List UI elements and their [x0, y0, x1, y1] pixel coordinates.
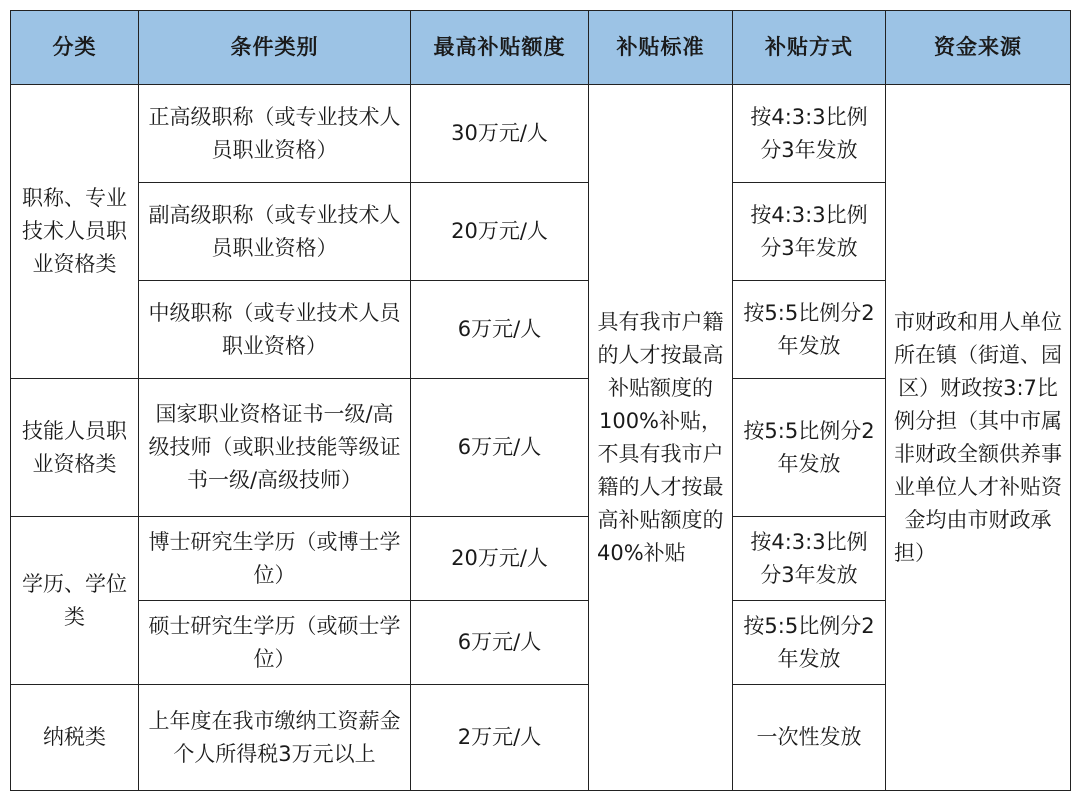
method-cell: 按4:3:3比例分3年发放: [733, 183, 886, 281]
condition-cell: 国家职业资格证书一级/高级技师（或职业技能等级证书一级/高级技师）: [139, 379, 411, 517]
header-row: [11, 11, 1071, 85]
method-cell: 按5:5比例分2年发放: [733, 379, 886, 517]
amount-cell: 20万元/人: [411, 517, 589, 601]
condition-cell: 正高级职称（或专业技术人员职业资格）: [139, 85, 411, 183]
method-cell: 一次性发放: [733, 685, 886, 791]
header-standard: 补贴标准: [589, 11, 733, 85]
header-condition: 条件类别: [139, 11, 411, 85]
amount-cell: 6万元/人: [411, 281, 589, 379]
amount-cell: 2万元/人: [411, 685, 589, 791]
amount-cell: 6万元/人: [411, 601, 589, 685]
method-cell: 按4:3:3比例分3年发放: [733, 85, 886, 183]
group-title-category: 职称、专业技术人员职业资格类: [11, 85, 139, 379]
condition-cell: 博士研究生学历（或博士学位）: [139, 517, 411, 601]
header-fund-source: 资金来源: [886, 11, 1071, 85]
amount-cell: 20万元/人: [411, 183, 589, 281]
amount-cell: 30万元/人: [411, 85, 589, 183]
group-tax-category: 纳税类: [11, 685, 139, 791]
group-education-category: 学历、学位类: [11, 517, 139, 685]
method-cell: 按4:3:3比例分3年发放: [733, 517, 886, 601]
condition-cell: 硕士研究生学历（或硕士学位）: [139, 601, 411, 685]
subsidy-table: [10, 10, 1071, 791]
fund-source-cell: 市财政和用人单位所在镇（街道、园区）财政按3:7比例分担（其中市属非财政全额供养事业单位人才补贴资金均由市财政承担）: [886, 85, 1071, 791]
condition-cell: 副高级职称（或专业技术人员职业资格）: [139, 183, 411, 281]
amount-cell: 6万元/人: [411, 379, 589, 517]
header-max-subsidy: 最高补贴额度: [411, 11, 589, 85]
table-row: [11, 85, 1071, 183]
condition-cell: 上年度在我市缴纳工资薪金个人所得税3万元以上: [139, 685, 411, 791]
group-skill-category: 技能人员职业资格类: [11, 379, 139, 517]
subsidy-standard-cell: 具有我市户籍的人才按最高补贴额度的100%补贴，不具有我市户籍的人才按最高补贴额度的40%补贴: [589, 85, 733, 791]
header-method: 补贴方式: [733, 11, 886, 85]
method-cell: 按5:5比例分2年发放: [733, 601, 886, 685]
condition-cell: 中级职称（或专业技术人员职业资格）: [139, 281, 411, 379]
header-category: 分类: [11, 11, 139, 85]
method-cell: 按5:5比例分2年发放: [733, 281, 886, 379]
